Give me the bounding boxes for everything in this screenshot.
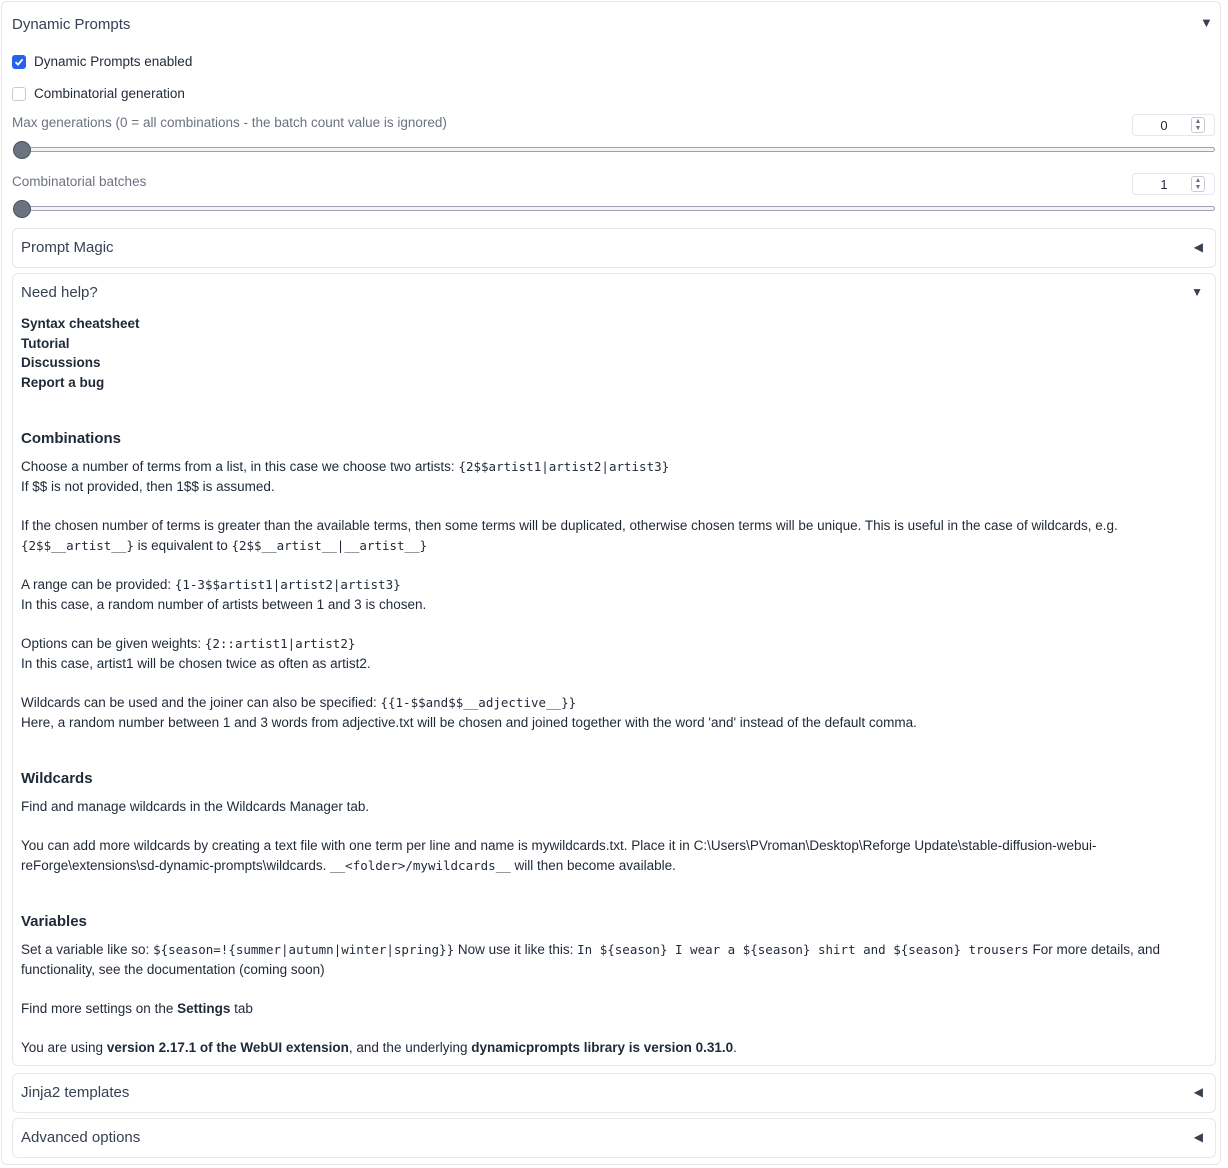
combinatorial-batches-value[interactable]: 1 bbox=[1160, 177, 1168, 192]
combinatorial-batches-label: Combinatorial batches bbox=[12, 174, 147, 189]
stepper-icon[interactable]: ▲ ▼ bbox=[1191, 176, 1205, 192]
wildcards-heading: Wildcards bbox=[21, 770, 93, 787]
need-help-accordion bbox=[12, 273, 1216, 1066]
version-info: You are using version 2.17.1 of the WebUI extension, and the underlying dynamicprompts library is version 0.31.0. bbox=[21, 1040, 737, 1055]
variables-paragraph-1: Set a variable like so: ${season=!{summer|autumn|winter|spring}} Now use it like this: In ${season} I wear a ${season} shirt and ${season} trousers For more details, and functionality, see the documentation (coming soon) bbox=[21, 942, 1161, 977]
wildcards-paragraph-1: Find and manage wildcards in the Wildcards Manager tab. bbox=[21, 799, 370, 814]
dynamic-prompts-panel bbox=[1, 1, 1221, 1165]
jinja2-templates-title[interactable]: Jinja2 templates bbox=[21, 1084, 130, 1101]
expand-arrow-icon[interactable]: ◀ bbox=[1193, 240, 1203, 254]
panel-title[interactable]: Dynamic Prompts bbox=[12, 16, 131, 33]
combinatorial-batches-slider-thumb[interactable] bbox=[13, 200, 31, 218]
stepper-icon[interactable]: ▲ ▼ bbox=[1191, 117, 1205, 133]
expand-arrow-icon[interactable]: ◀ bbox=[1193, 1130, 1203, 1144]
variables-heading: Variables bbox=[21, 913, 87, 930]
expand-arrow-icon[interactable]: ◀ bbox=[1193, 1085, 1203, 1099]
collapse-triangle-icon[interactable]: ▼ bbox=[1200, 15, 1213, 30]
checkmark-icon bbox=[14, 57, 24, 67]
enabled-checkbox[interactable] bbox=[12, 55, 26, 69]
advanced-options-accordion[interactable] bbox=[12, 1118, 1216, 1158]
combinatorial-batches-slider-track[interactable] bbox=[14, 206, 1215, 211]
combinations-paragraph-2: If the chosen number of terms is greater than the available terms, then some terms will be duplicated, otherwise chosen terms will be unique. This is useful in the case of wildcards, e.g. {2$$__artist__} is equivalent to {2$$__artist__|__artist__} bbox=[21, 518, 1118, 553]
wildcards-paragraph-2: You can add more wildcards by creating a text file with one term per line and name is mywildcards.txt. Place it in C:\Users\PVroman\Desktop\Reforge Update\stable-diffusion-webui-reForge\extensions\sd-dynamic-prompts\wildcards. __<folder>/mywildcards__ will then become available. bbox=[21, 838, 1097, 873]
combinatorial-checkbox-label: Combinatorial generation bbox=[34, 86, 185, 101]
collapse-arrow-icon[interactable]: ▼ bbox=[1191, 285, 1203, 299]
report-bug-link[interactable]: Report a bug bbox=[21, 374, 105, 390]
combinatorial-batches-number-input[interactable] bbox=[1132, 173, 1215, 195]
combinations-paragraph-1: Choose a number of terms from a list, in this case we choose two artists: {2$$artist1|artist2|artist3} If $$ is not provided, then 1$$ is assumed. bbox=[21, 459, 670, 494]
combinatorial-checkbox-row[interactable] bbox=[12, 86, 185, 101]
prompt-magic-accordion[interactable] bbox=[12, 228, 1216, 268]
combinations-paragraph-3: A range can be provided: {1-3$$artist1|artist2|artist3} In this case, a random number of artists between 1 and 3 is chosen. bbox=[21, 577, 427, 612]
tutorial-link[interactable]: Tutorial bbox=[21, 335, 70, 351]
combinations-heading: Combinations bbox=[21, 430, 121, 447]
max-generations-number-input[interactable] bbox=[1132, 114, 1215, 136]
jinja2-templates-accordion[interactable] bbox=[12, 1073, 1216, 1113]
combinations-paragraph-4: Options can be given weights: {2::artist1|artist2} In this case, artist1 will be chosen twice as often as artist2. bbox=[21, 636, 371, 671]
syntax-cheatsheet-link[interactable]: Syntax cheatsheet bbox=[21, 316, 140, 331]
max-generations-label: Max generations (0 = all combinations - the batch count value is ignored) bbox=[12, 115, 447, 130]
max-generations-value[interactable]: 0 bbox=[1160, 118, 1168, 133]
prompt-magic-title[interactable]: Prompt Magic bbox=[21, 239, 114, 256]
help-content bbox=[21, 314, 1209, 1058]
variables-paragraph-2: Find more settings on the Settings tab bbox=[21, 1001, 253, 1016]
discussions-link[interactable]: Discussions bbox=[21, 355, 101, 370]
max-generations-slider-thumb[interactable] bbox=[13, 141, 31, 159]
combinations-paragraph-5: Wildcards can be used and the joiner can also be specified: {{1-$$and$$__adjective__}} Here, a random number between 1 and 3 words from adjective.txt will be chosen and joined together with the word 'and' instead of the default comma. bbox=[21, 695, 917, 730]
enabled-checkbox-row[interactable] bbox=[12, 54, 192, 69]
advanced-options-title[interactable]: Advanced options bbox=[21, 1129, 141, 1146]
combinatorial-checkbox[interactable] bbox=[12, 87, 26, 101]
max-generations-slider-track[interactable] bbox=[14, 147, 1215, 152]
need-help-title[interactable]: Need help? bbox=[21, 284, 98, 301]
enabled-checkbox-label: Dynamic Prompts enabled bbox=[34, 54, 193, 69]
